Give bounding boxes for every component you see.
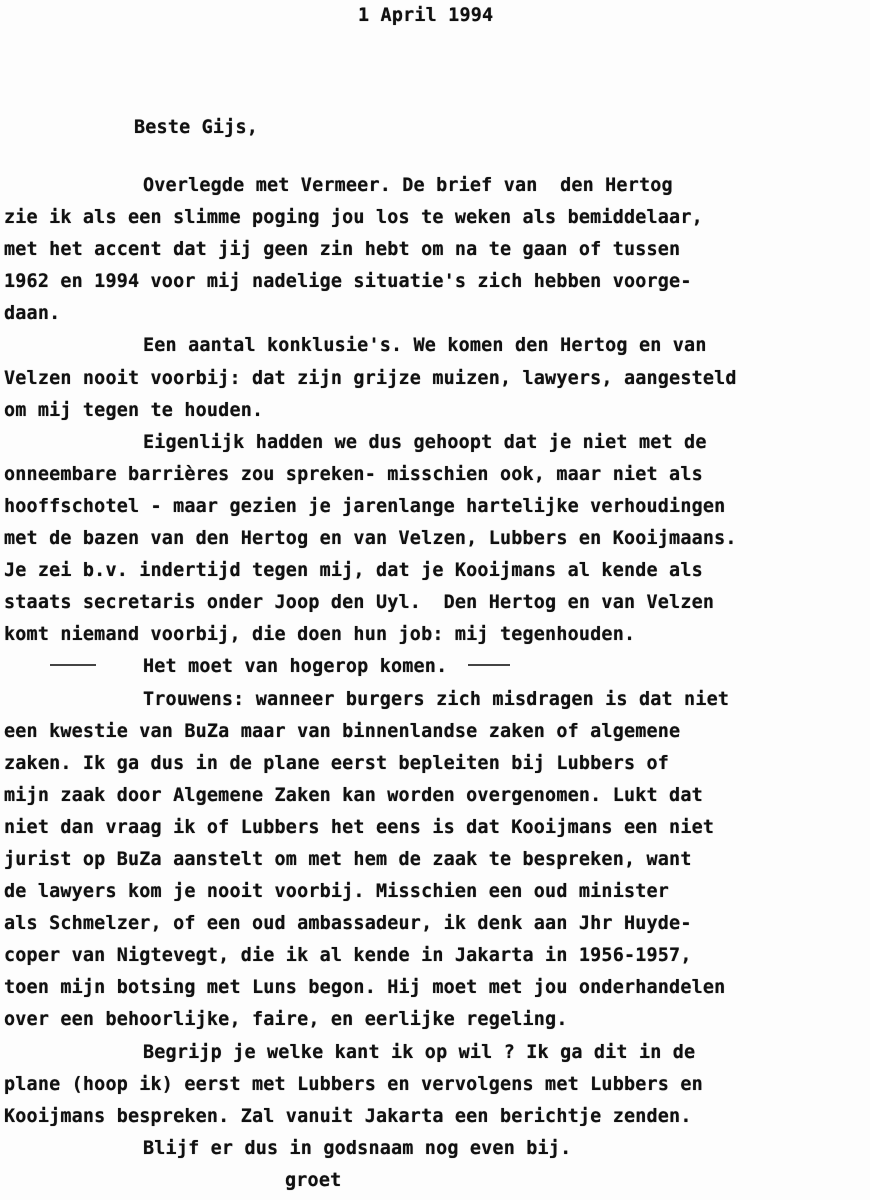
letter-line: Je zei b.v. indertijd tegen mij, dat je Kooijmans al kende als (4, 560, 703, 582)
letter-line: Begrijp je welke kant ik op wil ? Ik ga dit in de (143, 1041, 696, 1063)
letter-body (0, 170, 870, 1197)
letter-line: Overlegde met Vermeer. De brief van den Hertog (143, 175, 673, 196)
letter-salutation: Beste Gijs, (134, 117, 258, 138)
letter-line: om mij tegen te houden. (4, 399, 264, 421)
letter-line: met het accent dat jij geen zin hebt om na te gaan of tussen (4, 239, 681, 261)
letter-line: hooffschotel - maar gezien je jarenlange hartelijke verhoudingen (4, 495, 726, 517)
pen-dash-left (50, 664, 96, 666)
letter-line: zaken. Ik ga dus in de plane eerst bepleiten bij Lubbers of (4, 752, 670, 774)
pen-dash-right (468, 664, 510, 666)
letter-line: Het moet van hogerop komen. (143, 656, 448, 678)
letter-line: niet dan vraag ik of Lubbers het eens is dat Kooijmans een niet (4, 816, 715, 838)
letter-line: Kooijmans bespreken. Zal vanuit Jakarta een berichtje zenden. (4, 1105, 692, 1127)
letter-line: Blijf er dus in godsnaam nog even bij. (143, 1137, 572, 1159)
letter-line: toen mijn botsing met Luns begon. Hij moet met jou onderhandelen (4, 977, 726, 999)
letter-date: 1 April 1994 (358, 5, 494, 26)
letter-line: daan. (4, 303, 61, 325)
letter-line: plane (hoop ik) eerst met Lubbers en vervolgens met Lubbers en (4, 1073, 703, 1095)
letter-line: staats secretaris onder Joop den Uyl. Den Hertog en van Velzen (4, 592, 715, 614)
letter-line: mijn zaak door Algemene Zaken kan worden overgenomen. Lukt dat (4, 784, 703, 806)
letter-line: een kwestie van BuZa maar van binnenlandse zaken of algemene (4, 720, 681, 742)
letter-line: zie ik als een slimme poging jou los te weken als bemiddelaar, (4, 207, 703, 229)
letter-line: komt niemand voorbij, die doen hun job: mij tegenhouden. (4, 624, 636, 646)
letter-line: coper van Nigtevegt, die ik al kende in Jakarta in 1956-1957, (4, 945, 692, 967)
letter-line: over een behoorlijke, faire, en eerlijke regeling. (4, 1009, 568, 1031)
letter-line: met de bazen van den Hertog en van Velzen, Lubbers en Kooijmaans. (4, 528, 737, 550)
letter-closing: groet (285, 1169, 342, 1191)
letter-line: Een aantal konklusie's. We komen den Hertog en van (143, 335, 707, 357)
letter-line: de lawyers kom je nooit voorbij. Misschien een oud minister (4, 881, 670, 903)
letter-line: onneembare barrières zou spreken- misschien ook, maar niet als (4, 463, 703, 485)
letter-line: als Schmelzer, of een oud ambassadeur, ik denk aan Jhr Huyde- (4, 913, 692, 935)
letter-line: jurist op BuZa aanstelt om met hem de zaak te bespreken, want (4, 848, 692, 870)
letter-line: Eigenlijk hadden we dus gehoopt dat je niet met de (143, 431, 707, 453)
letter-line: Velzen nooit voorbij: dat zijn grijze muizen, lawyers, aangesteld (4, 367, 737, 389)
letter-line: Trouwens: wanneer burgers zich misdragen is dat niet (143, 688, 730, 710)
letter-line: 1962 en 1994 voor mij nadelige situatie's zich hebben voorge- (4, 271, 692, 293)
